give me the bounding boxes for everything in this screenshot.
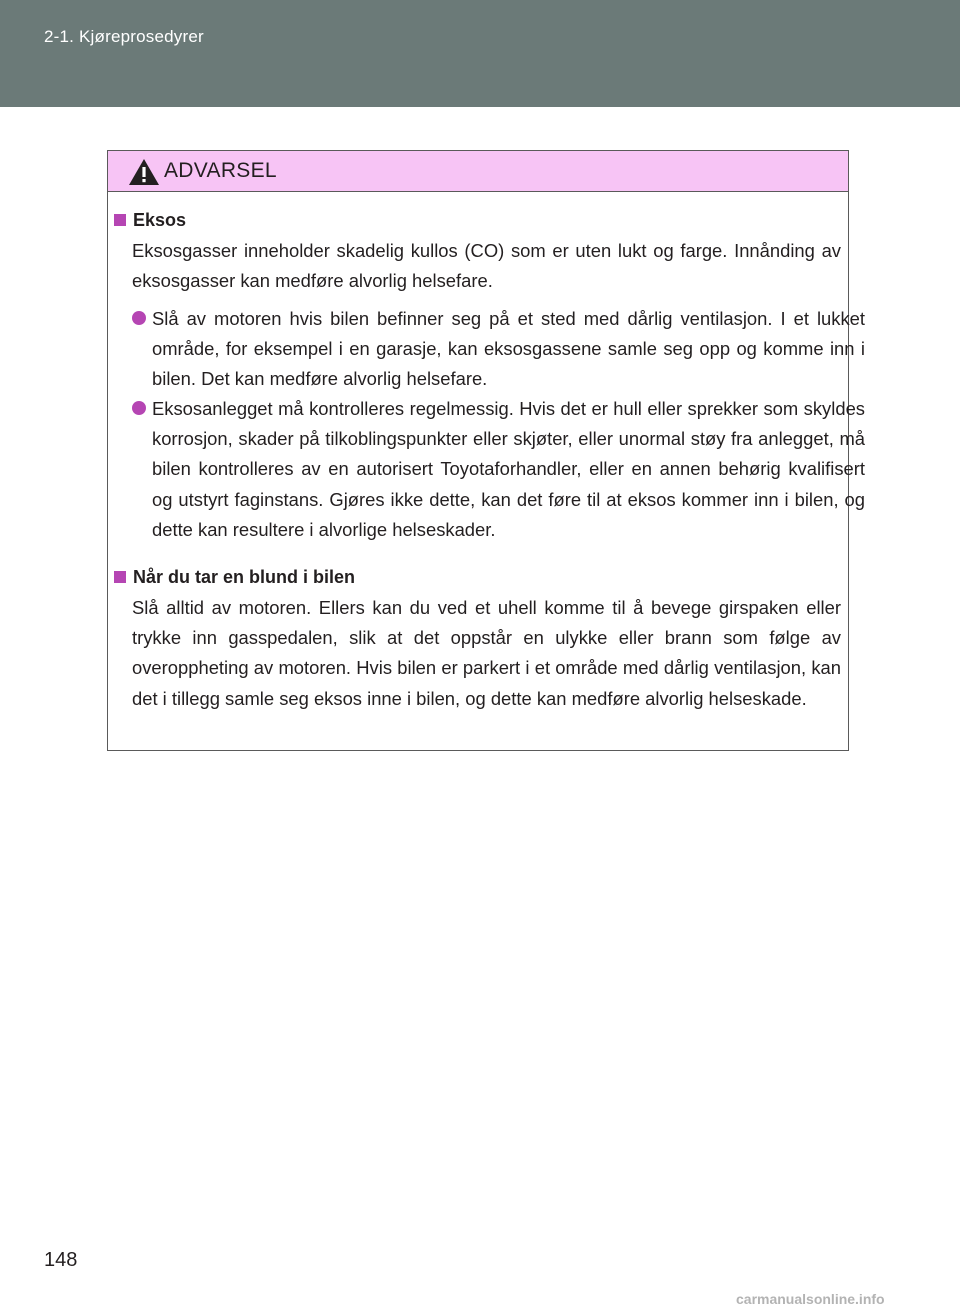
header-band (0, 0, 960, 107)
warning-title: ADVARSEL (164, 159, 277, 182)
square-bullet-icon (114, 214, 126, 226)
topic-paragraph-eksos: Eksosgasser inneholder skadelig kullos (CO) som er uten lukt og farge. Innånding av eksosgasser kan medføre alvorlig helsefare. (132, 240, 841, 292)
bullet-text: Eksosanlegget må kontrolleres regelmessig. Hvis det er hull eller sprekker som skyldes korrosjon, skader på tilkoblingspunkter eller skjøter, eller unormal støy fra anlegget, må bilen kontrolleres av en autorisert Toyotaforhandler, eller en annen behørig kvalifisert og utstyrt faginstans. Gjøres ikke dette, kan det føre til at eksos kommer inn i bilen, og dette kan resultere i alvorlige helseskader. (152, 398, 865, 540)
topic-heading-text: Når du tar en blund i bilen (133, 567, 356, 587)
section-title: 2-1. Kjøreprosedyrer (44, 27, 204, 46)
warning-triangle-icon (128, 158, 160, 186)
page-number: 148 (44, 1249, 78, 1271)
warning-header (108, 151, 848, 192)
topic-heading-blund (114, 566, 355, 588)
bullet-text: Slå av motoren hvis bilen befinner seg på et sted med dårlig ventilasjon. I et lukket område, for eksempel i en garasje, kan eksosgassene samle seg opp og komme inn i bilen. Det kan medføre alvorlig helsefare. (152, 308, 865, 390)
square-bullet-icon (114, 571, 126, 583)
topic-paragraph-blund: Slå alltid av motoren. Ellers kan du ved et uhell komme til å bevege girspaken eller trykke inn gasspedalen, slik at det oppstår en ulykke eller brann som følge av overoppheting av motoren. Hvis bilen er parkert i et område med dårlig ventilasjon, kan det i tillegg samle seg eksos inne i bilen, og dette kan medføre alvorlig helseskade. (132, 597, 841, 709)
watermark: carmanualsonline.info (736, 1291, 885, 1307)
round-bullet-icon (132, 401, 146, 415)
topic-heading-eksos (114, 209, 186, 231)
topic-heading-text: Eksos (133, 210, 187, 230)
warning-box (107, 150, 865, 751)
round-bullet-icon (132, 311, 146, 325)
